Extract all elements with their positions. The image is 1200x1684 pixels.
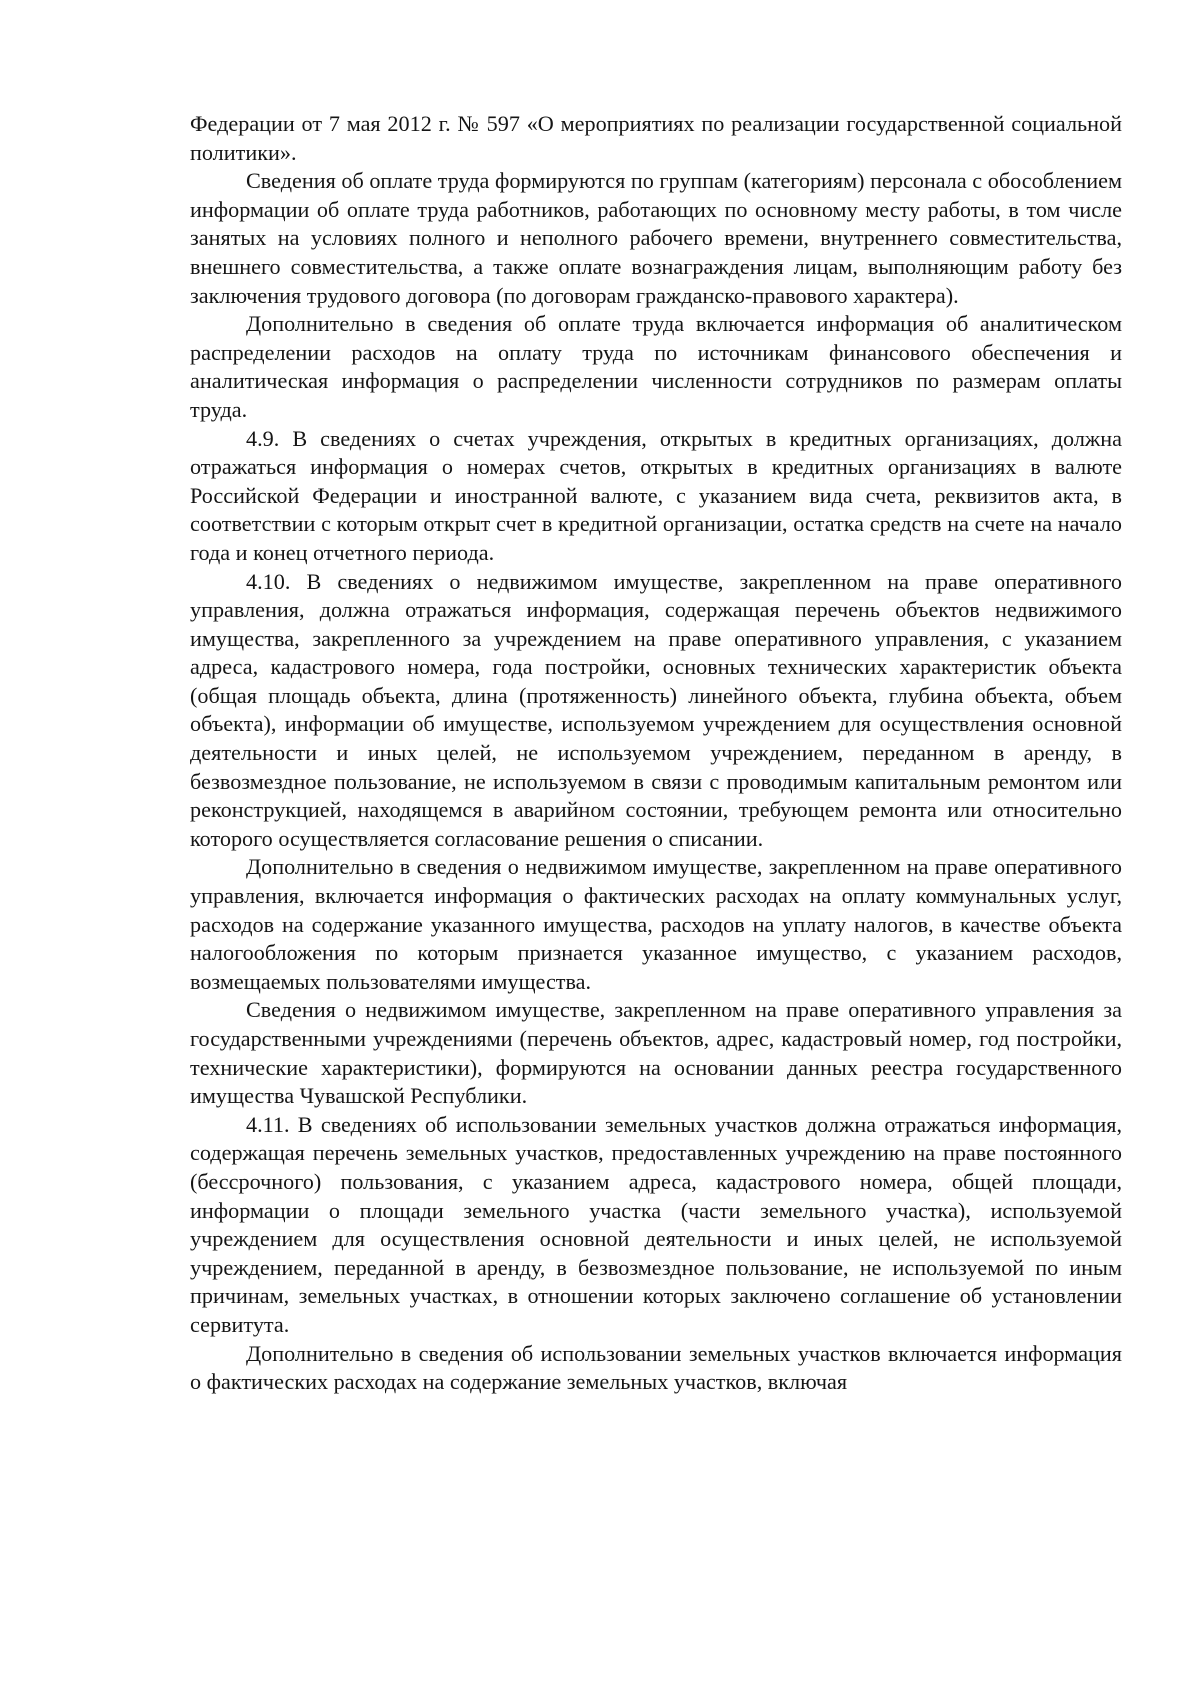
paragraph-real-estate-additional: Дополнительно в сведения о недвижимом имуществе, закрепленном на праве оперативного управления, включается информация о фактических расходах на оплату коммунальных услуг, расходов на содержание указанного имущества, расходов на уплату налогов, в качестве объекта налогообложения по которым признается указанное имущество, с указанием расходов, возмещаемых пользователями имущества. <box>190 854 1122 994</box>
paragraph-real-estate-registry: Сведения о недвижимом имуществе, закрепленном на праве оперативного управления за государственными учреждениями (перечень объектов, адрес, кадастровый номер, год постройки, технические характеристики), формируются на основании данных реестра государственного имущества Чувашской Республики. <box>190 997 1122 1109</box>
paragraph-land-additional: Дополнительно в сведения об использовании земельных участков включается информация о фактических расходах на содержание земельных участков, включая <box>190 1340 1122 1395</box>
paragraph-salary-groups: Сведения об оплате труда формируются по группам (категориям) персонала с обособлением информации об оплате труда работников, работающих по основному месту работы, в том числе занятых на условиях полного и неполного рабочего времени, внутреннего совместительства, внешнего совместительства, а также оплате вознаграждения лицам, выполняющим работу без заключения трудового договора (по договорам гражданско-правового характера). <box>190 168 1122 308</box>
paragraph-salary-additional: Дополнительно в сведения об оплате труда включается информация об аналитическом распределении расходов на оплату труда по источникам финансового обеспечения и аналитическая информация о распределении численности сотрудников по размерам оплаты труда. <box>190 311 1122 422</box>
paragraph-continuation: Федерации от 7 мая 2012 г. № 597 «О мероприятиях по реализации государственной социальной политики». <box>190 111 1122 165</box>
paragraph-4-11-land-plots: 4.11. В сведениях об использовании земельных участков должна отражаться информация, содержащая перечень земельных участков, предоставленных учреждению на праве постоянного (бессрочного) пользования, с указанием адреса, кадастрового номера, общей площади, информации о площади земельного участка (части земельного участка), используемой учреждением для осуществления основной деятельности и иных целей, не используемой учреждением, переданной в аренду, в безвозмездное пользование, не используемой по иным причинам, земельных участках, в отношении которых заключено соглашение об установлении сервитута. <box>190 1111 1122 1337</box>
paragraph-4-10-real-estate: 4.10. В сведениях о недвижимом имуществе, закрепленном на праве оперативного управления, должна отражаться информация, содержащая перечень объектов недвижимого имущества, закрепленного за учреждением на праве оперативного управления, с указанием адреса, кадастрового номера, года постройки, основных технических характеристик объекта (общая площадь объекта, длина (протяженность) линейного объекта, глубина объекта, объем объекта), информации об имуществе, используемом учреждением для осуществления основной деятельности и иных целей, не используемом учреждением, переданном в аренду, в безвозмездное пользование, не используемом в связи с проводимым капитальным ремонтом или реконструкцией, находящемся в аварийном состоянии, требующем ремонта или относительно которого осуществляется согласование решения о списании. <box>190 568 1122 851</box>
paragraph-4-9-accounts: 4.9. В сведениях о счетах учреждения, открытых в кредитных организациях, должна отражаться информация о номерах счетов, открытых в кредитных организациях в валюте Российской Федерации и иностранной валюте, с указанием вида счета, реквизитов акта, в соответствии с которым открыт счет в кредитной организации, остатка средств на счете на начало года и конец отчетного периода. <box>190 425 1122 565</box>
document-body <box>190 110 1122 1397</box>
